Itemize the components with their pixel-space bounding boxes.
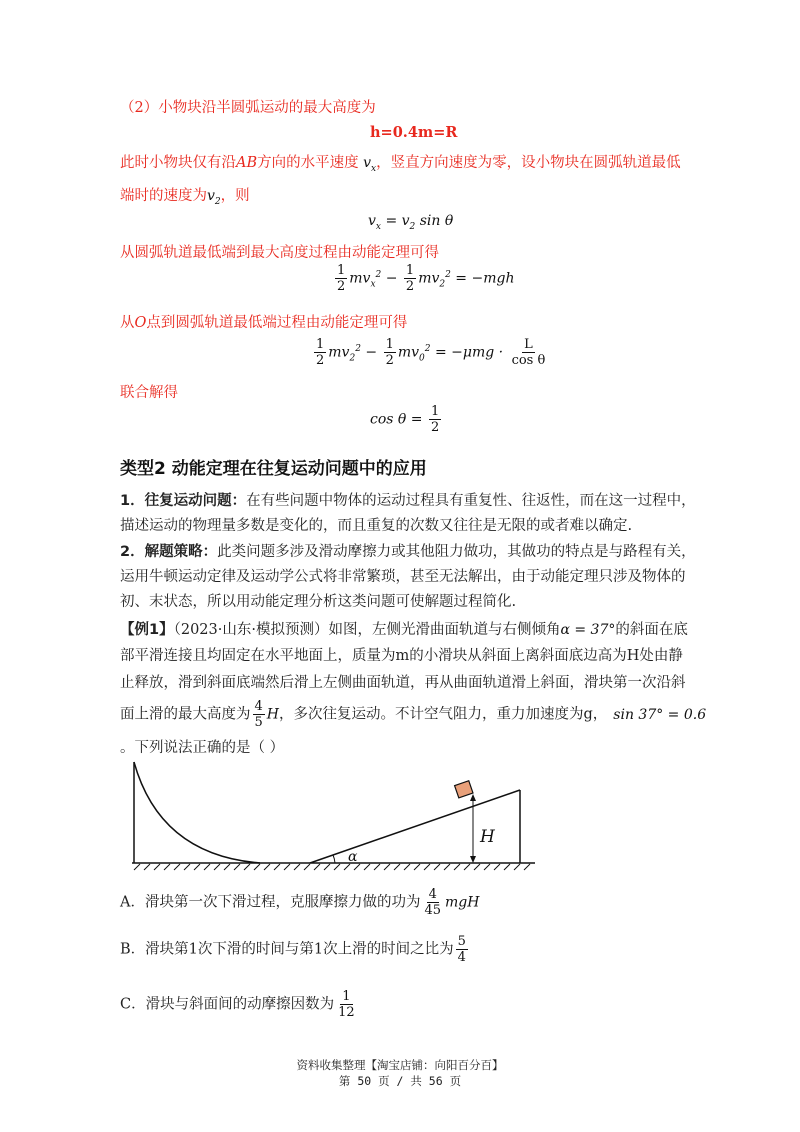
example-line-2: 部平滑连接且均固定在水平地面上，质量为m的小滑块从斜面上离斜面底边高为H处由静 xyxy=(120,648,683,664)
section-heading: 类型2 动能定理在往复运动问题中的应用 xyxy=(120,459,427,479)
arrow-head-top xyxy=(470,794,476,801)
curved-track xyxy=(134,762,260,863)
H-label: H xyxy=(480,827,495,847)
solution-line-3: 端时的速度为$v_2$，则 xyxy=(120,188,250,207)
arrow-head-bottom xyxy=(470,856,476,863)
solution-line-1: （2）小物块沿半圆弧运动的最大高度为 xyxy=(120,100,376,116)
physics-figure xyxy=(120,760,540,872)
option-a[interactable]: A．滑块第一次下滑过程，克服摩擦力做的功为 $\frac{4}{45}$ mgH xyxy=(120,887,480,918)
solution-line-2: 此时小物块仅有沿AB方向的水平速度 $v_x$，竖直方向速度为零，设小物块在圆弧轨道最低 xyxy=(120,155,681,174)
equation-cos-result: cos θ = $\frac{1}{2}$ xyxy=(370,404,440,435)
example-line-1: 【例1】（2023·山东·模拟预测）如图，左侧光滑曲面轨道与右侧倾角α = 37°的斜面在底 xyxy=(120,622,688,638)
paragraph-2-line-2: 运用牛顿运动定律及运动学公式将非常繁琐，甚至无法解出，由于动能定理只涉及物体的 xyxy=(120,569,686,585)
paragraph-1: 1．往复运动问题：在有些问题中物体的运动过程具有重复性、往返性，而在这一过程中， xyxy=(120,493,696,509)
equation-energy-2: $\frac{1}{2}$ $mv_2^2$ − $\frac{1}{2}$ $mv_0^2 = -\mu mg$ · $\frac{L}{\text{cos θ}}$ xyxy=(316,337,546,368)
option-c[interactable]: C．滑块与斜面间的动摩擦因数为 $\frac{1}{12}$ xyxy=(120,989,355,1020)
equation-energy-1: $\frac{1}{2}$ $mv_x^2$ − $\frac{1}{2}$ $mv_2^2 = -mgh$ xyxy=(337,263,515,294)
paragraph-2: 2．解题策略：此类问题多涉及滑动摩擦力或其他阻力做功，其做功的特点是与路程有关， xyxy=(120,544,696,560)
paragraph-2-line-3: 初、末状态，所以用动能定理分析这类问题可使解题过程简化. xyxy=(120,594,517,610)
solution-line-4: 从圆弧轨道最低端到最大高度过程由动能定理可得 xyxy=(120,245,439,261)
equation-h: h=0.4m=R xyxy=(370,124,458,141)
example-line-5: 。下列说法正确的是（ ） xyxy=(120,740,285,756)
ground-hatching xyxy=(134,864,530,870)
paragraph-1-line-2: 描述运动的物理量多数是变化的，而且重复的次数又往往是无限的或者难以确定. xyxy=(120,518,633,534)
angle-arc xyxy=(333,855,335,863)
alpha-label: α xyxy=(348,849,358,865)
example-line-3: 止释放，滑到斜面底端然后滑上左侧曲面轨道，再从曲面轨道滑上斜面，滑块第一次沿斜 xyxy=(120,675,686,691)
solution-line-6: 联合解得 xyxy=(120,385,178,401)
footer-source: 资料收集整理【淘宝店铺：向阳百分百】 xyxy=(296,1058,504,1072)
footer-page-number: 第 50 页 / 共 56 页 xyxy=(338,1074,462,1088)
example-line-4: 面上滑的最大高度为 $\frac{4}{5}$ H，多次往复运动。不计空气阻力，重力加速度为g， sin 37° = 0.6 xyxy=(120,699,707,730)
option-b[interactable]: B．滑块第1次下滑的时间与第1次上滑的时间之比为 $\frac{5}{4}$ xyxy=(120,934,466,965)
slider-block xyxy=(455,781,473,798)
equation-vx: $v_x = v_2$ sin θ xyxy=(368,213,454,232)
solution-line-5: 从O点到圆弧轨道最低端过程由动能定理可得 xyxy=(120,315,408,331)
